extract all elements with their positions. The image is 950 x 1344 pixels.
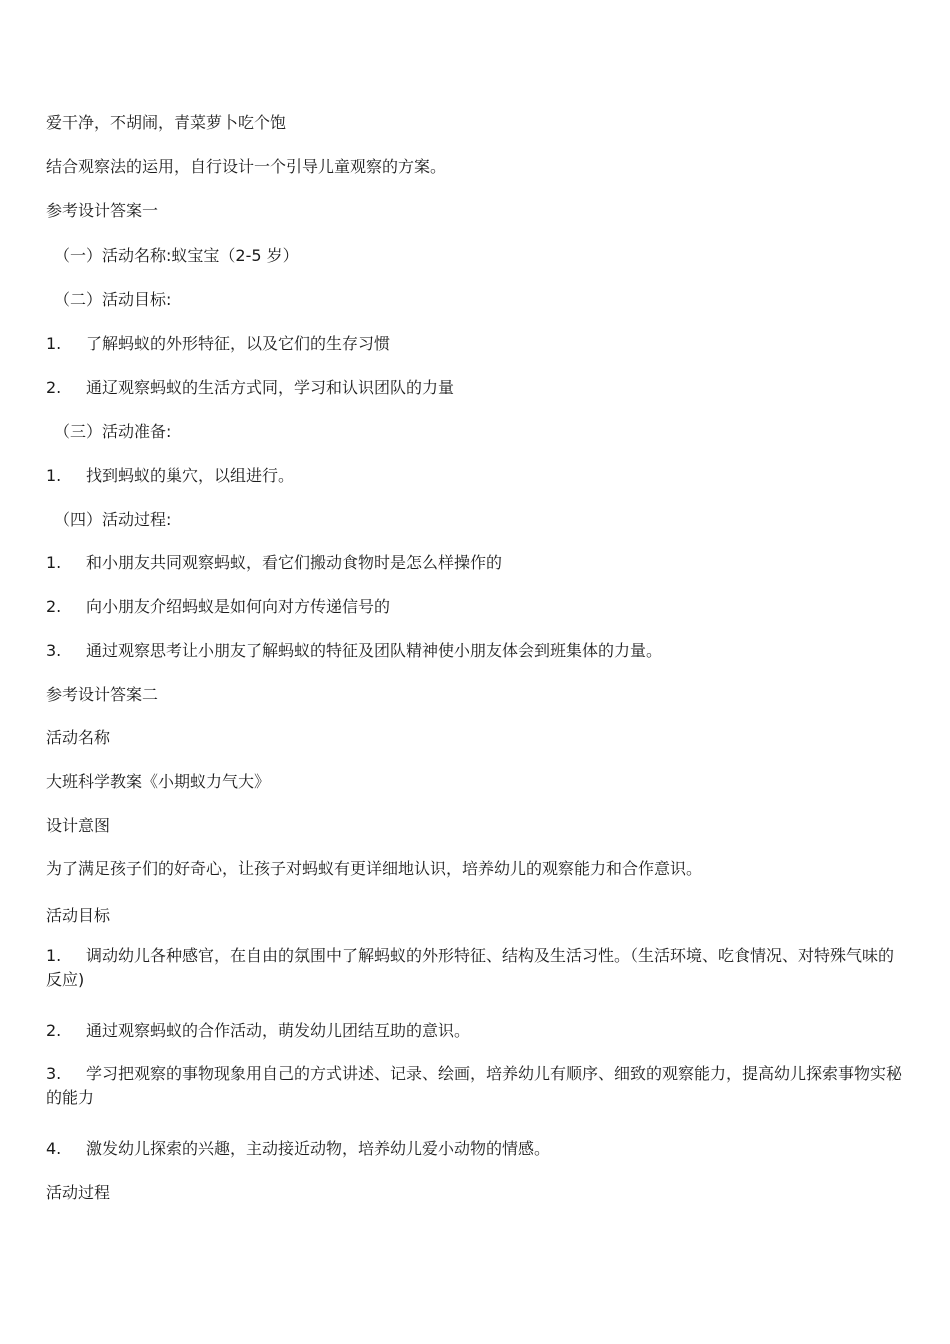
- list-text: 通辽观察蚂蚁的生活方式同，学习和认识团队的力量: [86, 378, 455, 397]
- text-line: 大班科学教案《小期蚁力气大》: [46, 772, 271, 791]
- list-item: [46, 552, 502, 574]
- list-text: 和小朋友共同观察蚂蚁，看它们搬动食物时是怎么样操作的: [86, 553, 503, 572]
- list-text: 向小朋友介绍蚂蚁是如何向对方传递信号的: [86, 597, 391, 616]
- subheading: （二）活动目标:: [54, 290, 172, 309]
- section-heading: 参考设计答案二: [46, 685, 159, 704]
- list-text: 找到蚂蚁的巢穴，以组进行。: [86, 466, 295, 485]
- list-number: 3.: [46, 1064, 62, 1083]
- subheading: （三）活动准备:: [54, 422, 172, 441]
- list-text: 通过观察蚂蚁的合作活动，萌发幼儿团结互助的意识。: [86, 1021, 471, 1040]
- subheading: （一）活动名称:蚁宝宝（2-5 岁）: [54, 246, 299, 265]
- list-item: [46, 465, 294, 487]
- text-line: 设计意图: [46, 816, 111, 835]
- list-item: [46, 596, 390, 618]
- list-item: [46, 640, 662, 662]
- list-item: [46, 377, 454, 399]
- list-number: 1.: [46, 553, 62, 572]
- text-line: 活动过程: [46, 1183, 111, 1202]
- list-text: 通过观察思考让小朋友了解蚂蚁的特征及团队精神使小朋友体会到班集体的力量。: [86, 641, 663, 660]
- list-number: 1.: [46, 466, 62, 485]
- list-item: [46, 1020, 470, 1042]
- list-number: 3.: [46, 641, 62, 660]
- section-heading: 参考设计答案一: [46, 201, 159, 220]
- text-line: 爱干净，不胡闹，青菜萝卜吃个饱: [46, 113, 287, 132]
- list-number: 2.: [46, 597, 62, 616]
- text-line: 结合观察法的运用，自行设计一个引导儿童观察的方案。: [46, 157, 447, 176]
- list-item: [46, 944, 904, 992]
- text-line: 活动目标: [46, 906, 111, 925]
- list-number: 4.: [46, 1139, 62, 1158]
- list-number: 2.: [46, 1021, 62, 1040]
- list-number: 2.: [46, 378, 62, 397]
- subheading: （四）活动过程:: [54, 510, 172, 529]
- text-line: 活动名称: [46, 728, 111, 747]
- list-item: [46, 1062, 904, 1110]
- list-text: 了解蚂蚁的外形特征，以及它们的生存习惯: [86, 334, 391, 353]
- list-item: [46, 1138, 550, 1160]
- list-item: [46, 333, 390, 355]
- list-number: 1.: [46, 946, 62, 965]
- list-text: 调动幼儿各种感官，在自由的氛围中了解蚂蚁的外形特征、结构及生活习性。（生活环境、吃食情况、对特殊气味的反应): [46, 946, 895, 989]
- list-number: 1.: [46, 334, 62, 353]
- text-line: 为了满足孩子们的好奇心，让孩子对蚂蚁有更详细地认识，培养幼儿的观察能力和合作意识。: [46, 859, 703, 878]
- list-text: 学习把观察的事物现象用自己的方式讲述、记录、绘画，培养幼儿有顺序、细致的观察能力，提高幼儿探索事物实秘的能力: [46, 1064, 903, 1107]
- list-text: 激发幼儿探索的兴趣，主动接近动物，培养幼儿爱小动物的情感。: [86, 1139, 551, 1158]
